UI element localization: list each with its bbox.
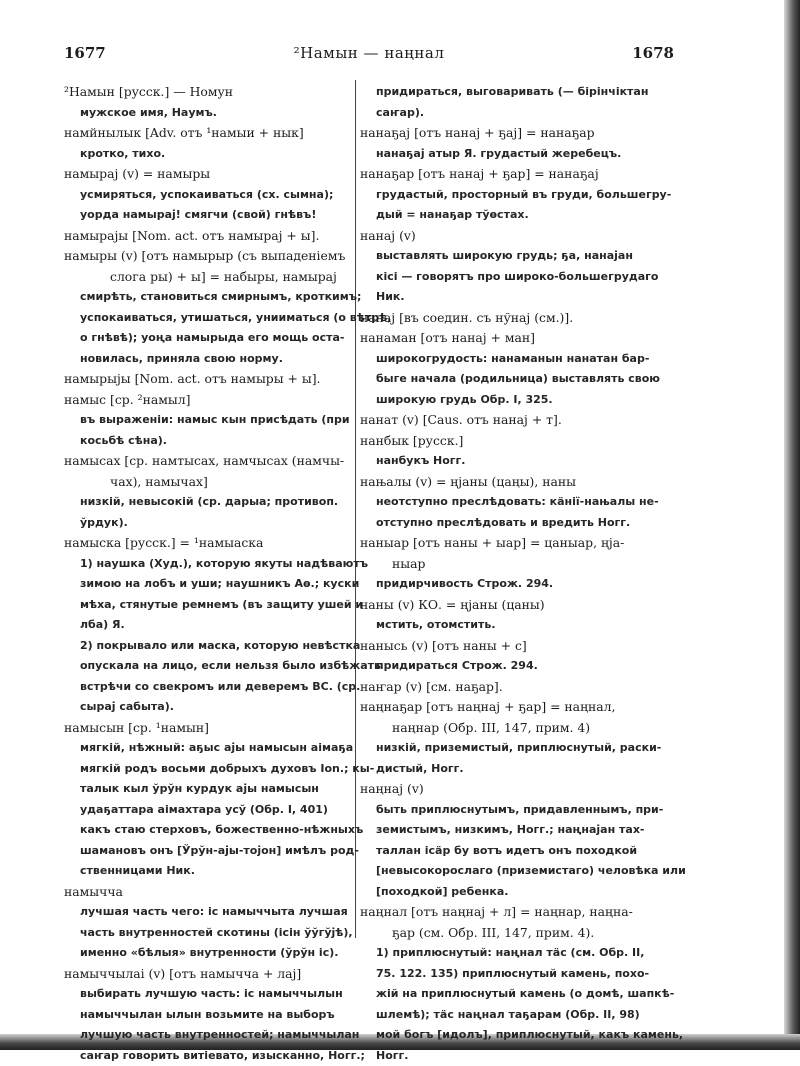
entry-headword-line: наныар [отъ наны + ыар] = цаныар, ңја- [360, 533, 678, 554]
entry-definition-line: мѣха, стянутые ремнемъ (въ защиту ушей и [64, 595, 354, 616]
entry-headword-line: нанај [въ соедин. съ нўнај (см.)]. [360, 308, 678, 329]
entry-definition-line: быть приплюснутымъ, придавленнымъ, при- [360, 800, 678, 821]
scan-edge-right [784, 0, 800, 1050]
entry-definition-line: выставлять широкую грудь; ҕа, нанајан [360, 246, 678, 267]
page-number-right: 1678 [632, 44, 674, 62]
entry-definition-line: грудастый, просторный въ груди, большегру- [360, 185, 678, 206]
entry-definition-line: [невысокорослаго (приземистаго) человѣка или [360, 861, 678, 882]
entry-definition-line: Ногг. [360, 1046, 678, 1066]
entry-headword-line: намыччылаі (v) [отъ намычча + лај] [64, 964, 354, 985]
entry-definition-line: дистый, Ногг. [360, 759, 678, 780]
entry-headword-line: наңнај (v) [360, 779, 678, 800]
entry-definition-line: сырај сабыта). [64, 697, 354, 718]
entry-definition-line: въ выраженіи: намыс кын присѣдать (при [64, 410, 354, 431]
entry-definition-line: жій на приплюснутый камень (о домѣ, шапкѣ- [360, 984, 678, 1005]
entry-headword-line: намйнылык [Adv. отъ ¹намыи + нык] [64, 123, 354, 144]
entry-definition-line: 1) приплюснутый: наңнал тäс (см. Обр. ІІ, [360, 943, 678, 964]
entry-definition-line: зимою на лобъ и уши; наушникъ Аө.; куски [64, 574, 354, 595]
entry-headword-line: ныар [360, 554, 678, 575]
entry-headword-line: намырыјы [Nom. act. отъ намыры + ы]. [64, 369, 354, 390]
entry-headword-line: чах), намычах] [64, 472, 354, 493]
page-number-left: 1677 [64, 44, 106, 62]
entry-definition-line: мягкій родъ восьми добрыхъ духовъ Ion.; кы- [64, 759, 354, 780]
entry-definition-line: земистымъ, низкимъ, Ногг.; наңнајан тах- [360, 820, 678, 841]
entry-definition-line: саҥар). [360, 103, 678, 124]
entry-definition-line: нанаҕај атыр Я. грудастый жеребецъ. [360, 144, 678, 165]
entry-definition-line: 2) покрывало или маска, которую невѣстка [64, 636, 354, 657]
entry-definition-line: кротко, тихо. [64, 144, 354, 165]
entry-definition-line: намыччылан ылын возьмите на выборъ [64, 1005, 354, 1026]
entry-headword-line: намырај (v) = намыры [64, 164, 354, 185]
entry-headword-line: намысын [ср. ¹намын] [64, 718, 354, 739]
entry-definition-line: шлемѣ); тäс наңнал таҕарам (Обр. ІІ, 98) [360, 1005, 678, 1026]
entry-headword-line: слога ры) + ы] = набыры, намырај [64, 267, 354, 288]
entry-definition-line: удаҕаттара аімахтара усў (Обр. І, 401) [64, 800, 354, 821]
entry-headword-line: намыры (v) [отъ намырыр (съ выпаденіемъ [64, 246, 354, 267]
entry-headword-line: ҕар (см. Обр. ІІІ, 147, прим. 4). [360, 923, 678, 944]
entry-definition-line: широкогрудость: нанаманын нанатан бар- [360, 349, 678, 370]
entry-headword-line: намысах [ср. намтысах, намчысах (намчы- [64, 451, 354, 472]
right-column [360, 82, 678, 1066]
entry-headword-line: нанаҕар [отъ нанај + ҕар] = нанаҕај [360, 164, 678, 185]
entry-headword-line: наңнар (Обр. ІІІ, 147, прим. 4) [360, 718, 678, 739]
entry-definition-line: дый = нанаҕар тўөстах. [360, 205, 678, 226]
entry-definition-line: встрѣчи со свекромъ или деверемъ ВС. (ср. [64, 677, 354, 698]
entry-headword-line: нанај (v) [360, 226, 678, 247]
entry-definition-line: усмиряться, успокаиваться (сх. сымна); [64, 185, 354, 206]
entry-headword-line: нанаҕај [отъ нанај + ҕај] = нанаҕар [360, 123, 678, 144]
entry-headword-line: нанат (v) [Caus. отъ нанај + т]. [360, 410, 678, 431]
entry-definition-line: [походкой] ребенка. [360, 882, 678, 903]
entry-definition-line: саҥар говорить витіевато, изысканно, Ногг.; [64, 1046, 354, 1066]
entry-headword-line: ²Намын [русск.] — Номун [64, 82, 354, 103]
entry-definition-line: часть внутренностей скотины (ісін ўўгўјѣ), [64, 923, 354, 944]
entry-definition-line: успокаиваться, утишаться, унииматься (о вѣтрѣ, [64, 308, 354, 329]
entry-headword-line: намычча [64, 882, 354, 903]
entry-definition-line: лучшая часть чего: іс намыччыта лучшая [64, 902, 354, 923]
entry-headword-line: намырајы [Nom. act. отъ намырај + ы]. [64, 226, 354, 247]
entry-definition-line: придираться Строж. 294. [360, 656, 678, 677]
running-head: ²Намын — наңнал [64, 44, 674, 62]
entry-definition-line: низкій, приземистый, приплюснутый, раски- [360, 738, 678, 759]
entry-headword-line: нанысь (v) [отъ наны + с] [360, 636, 678, 657]
entry-definition-line: низкій, невысокій (ср. дарыа; противоп. [64, 492, 354, 513]
entry-definition-line: быге начала (родильница) выставлять свою [360, 369, 678, 390]
entry-definition-line: опускала на лицо, если нельзя было избѣжать [64, 656, 354, 677]
entry-headword-line: нањалы (v) = ңјаны (цаңы), наны [360, 472, 678, 493]
entry-definition-line: кісі — говорятъ про широко-большегрудаго [360, 267, 678, 288]
entry-headword-line: наны (v) КО. = ңјаны (цаны) [360, 595, 678, 616]
entry-definition-line: лба) Я. [64, 615, 354, 636]
entry-definition-line: отступно преслѣдовать и вредить Ногг. [360, 513, 678, 534]
entry-definition-line: новилась, приняла свою норму. [64, 349, 354, 370]
entry-definition-line: мой богъ [идолъ], приплюснутый, какъ камень, [360, 1025, 678, 1046]
entry-definition-line: уорда намырај! смягчи (свой) гнѣвъ! [64, 205, 354, 226]
entry-definition-line: таллан ісäр бу вотъ идетъ онъ походкой [360, 841, 678, 862]
entry-definition-line: придирчивость Строж. 294. [360, 574, 678, 595]
entry-definition-line: Ник. [360, 287, 678, 308]
entry-headword-line: нанбык [русск.] [360, 431, 678, 452]
entry-definition-line: мстить, отомстить. [360, 615, 678, 636]
entry-definition-line: ственницами Ник. [64, 861, 354, 882]
entry-headword-line: нанаман [отъ нанај + ман] [360, 328, 678, 349]
entry-definition-line: лучшую часть внутренностей; намыччылан [64, 1025, 354, 1046]
entry-definition-line: нанбукъ Ногг. [360, 451, 678, 472]
entry-definition-line: именно «бѣлыя» внутренности (ўрўн іс). [64, 943, 354, 964]
entry-definition-line: смирѣть, становиться смирнымъ, кроткимъ; [64, 287, 354, 308]
entry-definition-line: выбирать лучшую часть: іс намыччылын [64, 984, 354, 1005]
entry-definition-line: мягкій, нѣжный: аҕыс ајы намысын аімаҕа [64, 738, 354, 759]
entry-definition-line: широкую грудь Обр. І, 325. [360, 390, 678, 411]
entry-definition-line: косьбѣ сѣна). [64, 431, 354, 452]
left-column [64, 82, 354, 1066]
entry-headword-line: наңнал [отъ наңнај + л] = наңнар, наңна- [360, 902, 678, 923]
entry-headword-line: намыска [русск.] = ¹намыаска [64, 533, 354, 554]
entry-definition-line: о гнѣвѣ); уоңа намырыда его мощь оста- [64, 328, 354, 349]
entry-definition-line: 75. 122. 135) приплюснутый камень, похо- [360, 964, 678, 985]
entry-definition-line: мужское имя, Наумъ. [64, 103, 354, 124]
entry-definition-line: шамановъ онъ [Ўрўн-ајы-тојон] имѣлъ род- [64, 841, 354, 862]
entry-definition-line: талык кыл ўрўн курдук ајы намысын [64, 779, 354, 800]
page-header [64, 44, 674, 68]
entry-definition-line: 1) наушка (Худ.), которую якуты надѣваютъ [64, 554, 354, 575]
entry-headword-line: наҥар (v) [см. наҕар]. [360, 677, 678, 698]
entry-definition-line: неотступно преслѣдовать: кäнії-нањалы не- [360, 492, 678, 513]
column-divider [355, 80, 356, 938]
entry-headword-line: намыс [ср. ²намыл] [64, 390, 354, 411]
entry-definition-line: придираться, выговаривать (— бірінчіктан [360, 82, 678, 103]
entry-definition-line: ўрдук). [64, 513, 354, 534]
entry-definition-line: какъ стаю стерховъ, божественно-нѣжныхъ [64, 820, 354, 841]
entry-headword-line: наңнаҕар [отъ наңнај + ҕар] = наңнал, [360, 697, 678, 718]
